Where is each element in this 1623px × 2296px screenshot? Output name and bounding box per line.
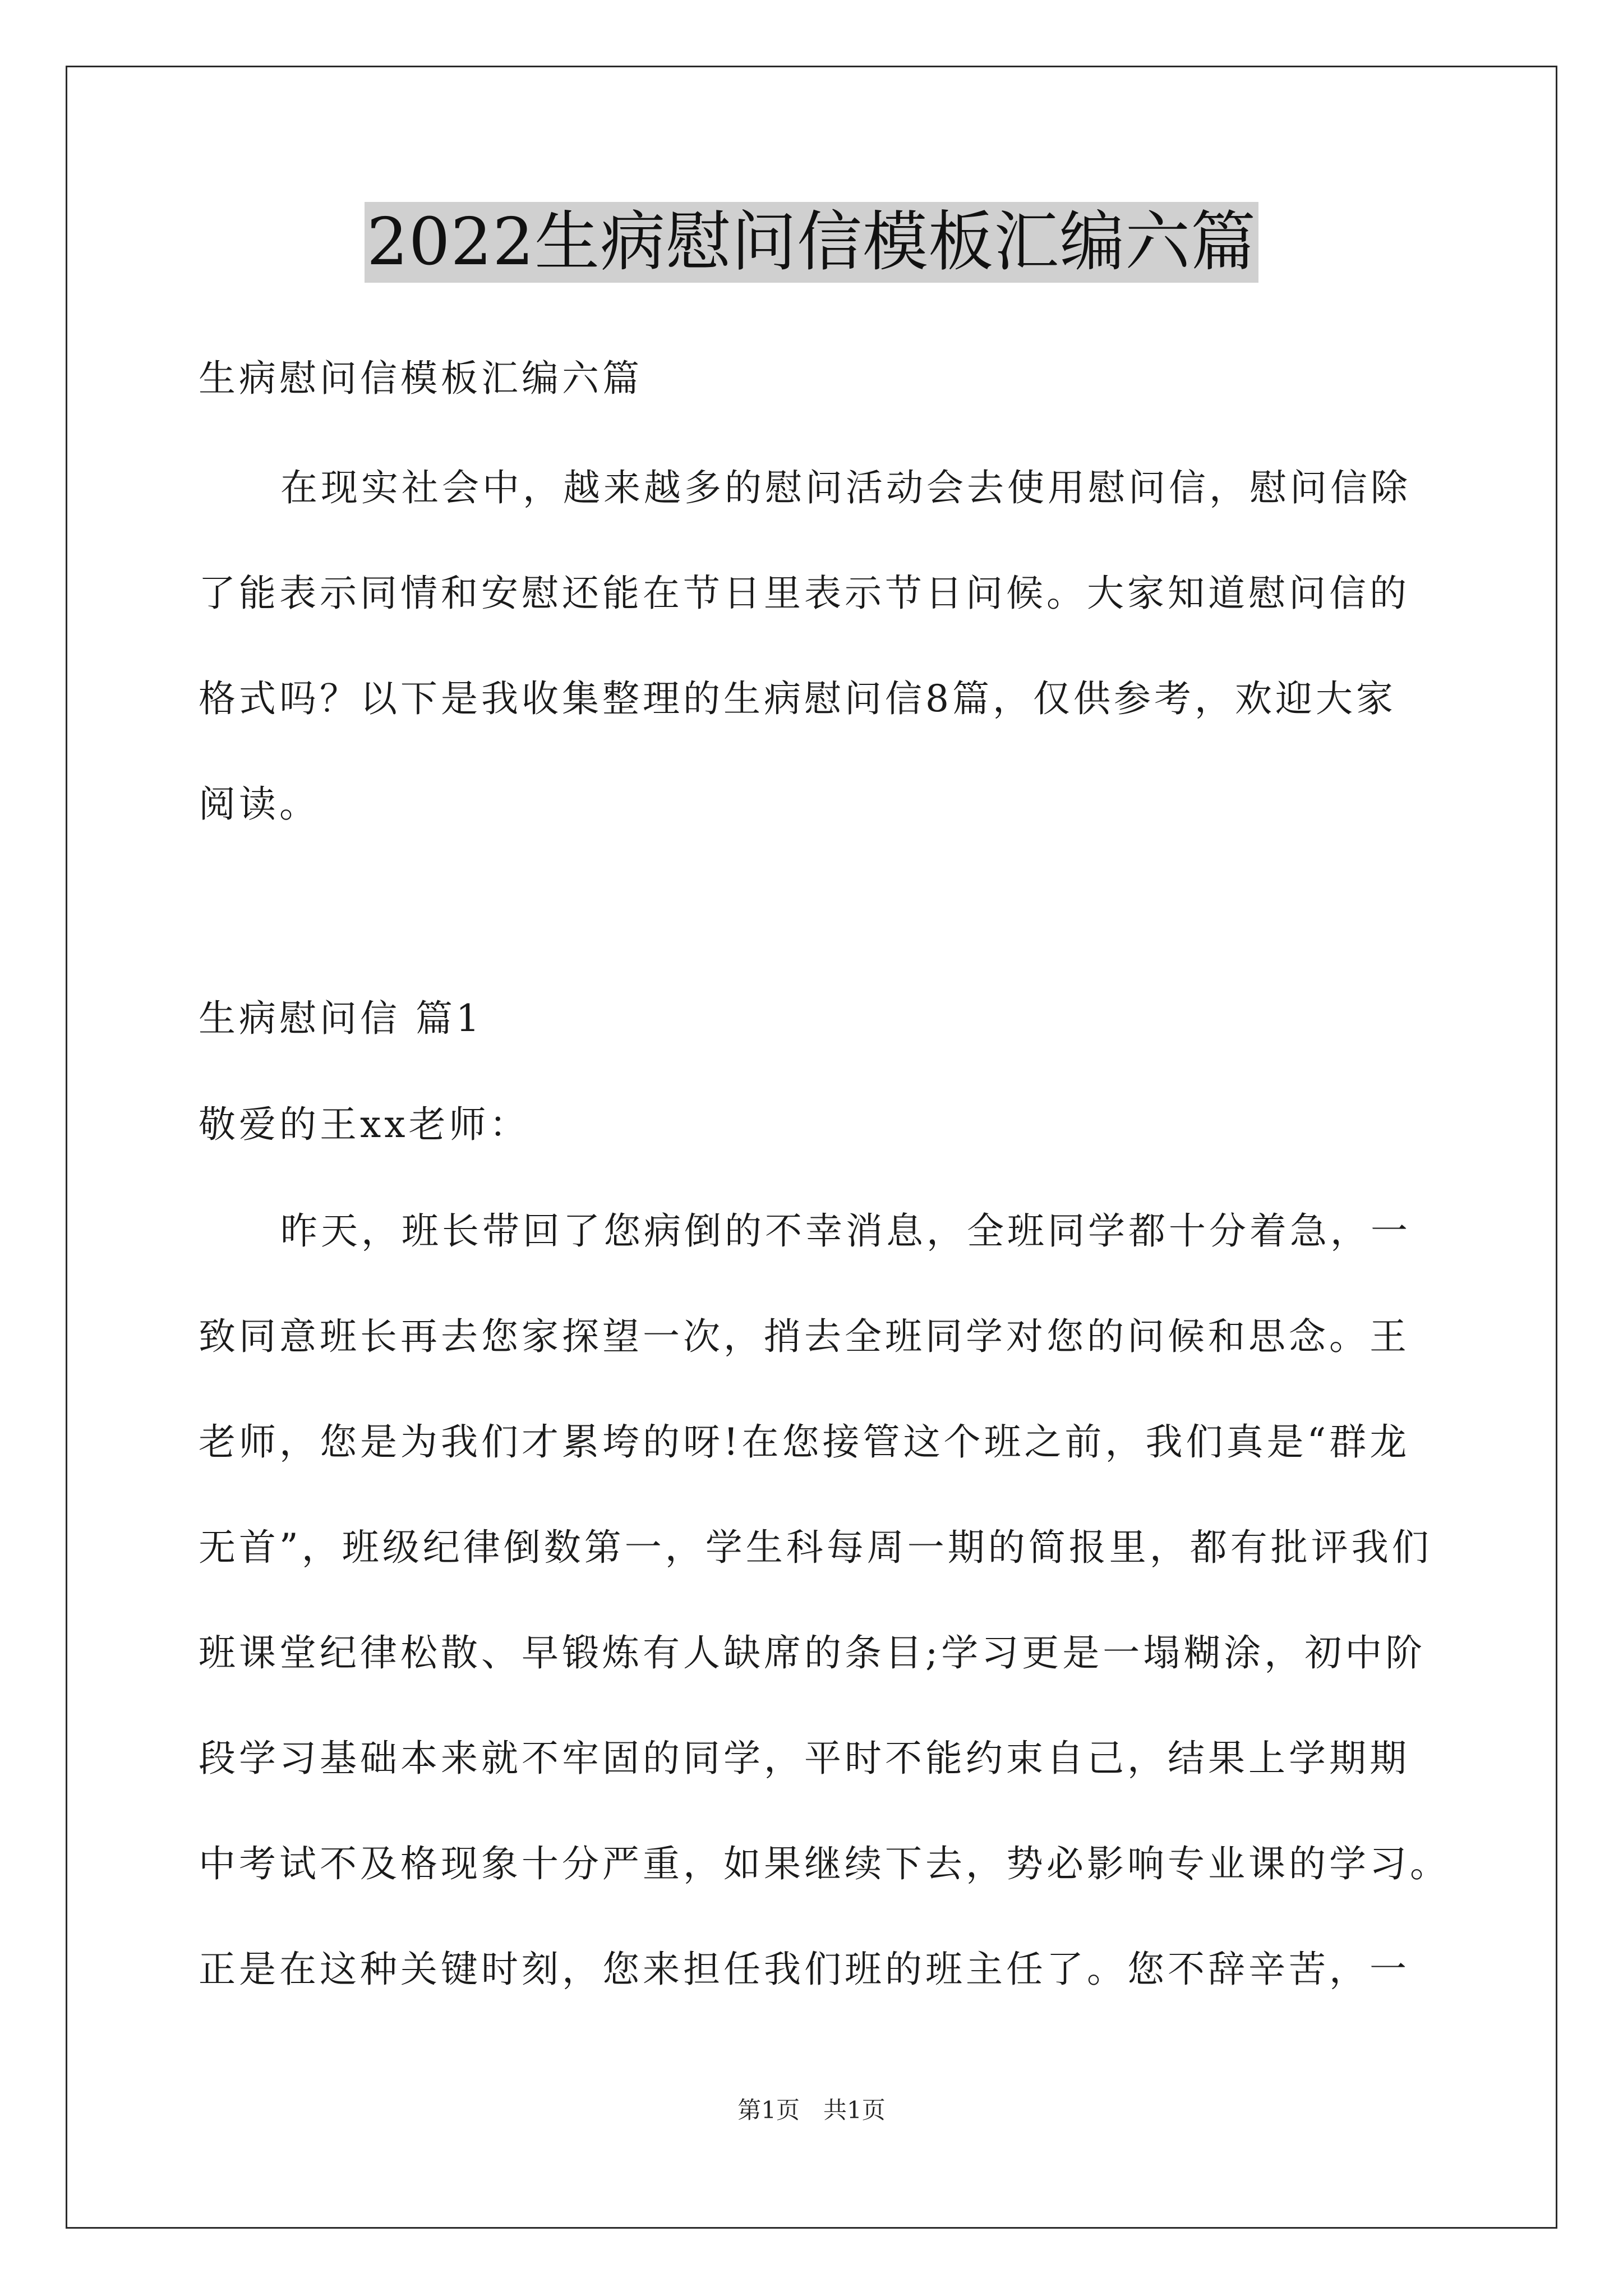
salutation: 敬爱的王xx老师： [199, 1103, 530, 1146]
paragraph-line: 无首”，班级纪律倒数第一，学生科每周一期的简报里，都有批评我们 [199, 1526, 1432, 1569]
title-container [0, 202, 1623, 283]
intro-heading: 生病慰问信模板汇编六篇 [199, 357, 643, 400]
paragraph-line: 格式吗？以下是我收集整理的生病慰问信8篇，仅供参考，欢迎大家 [199, 677, 1396, 720]
paragraph-line: 了能表示同情和安慰还能在节日里表示节日问候。大家知道慰问信的 [199, 572, 1410, 615]
paragraph-line: 中考试不及格现象十分严重，如果继续下去，势必影响专业课的学习。 [199, 1842, 1450, 1885]
section-heading: 生病慰问信 篇1 [199, 997, 483, 1040]
paragraph-line: 正是在这种关键时刻，您来担任我们班的班主任了。您不辞辛苦，一 [199, 1948, 1410, 1991]
paragraph-line: 在现实社会中，越来越多的慰问活动会去使用慰问信，慰问信除 [280, 466, 1411, 509]
paragraph-line: 班课堂纪律松散、早锻炼有人缺席的条目;学习更是一塌糊涂，初中阶 [199, 1631, 1426, 1674]
document-title: 2022生病慰问信模板汇编六篇 [365, 202, 1258, 283]
paragraph-line: 昨天，班长带回了您病倒的不幸消息，全班同学都十分着急，一 [280, 1209, 1411, 1253]
page-footer: 第1页 共1页 [737, 2096, 886, 2124]
paragraph-line: 段学习基础本来就不牢固的同学，平时不能约束自己，结果上学期期 [199, 1737, 1410, 1780]
paragraph-line: 阅读。 [199, 783, 320, 826]
paragraph-line: 致同意班长再去您家探望一次，捎去全班同学对您的问候和思念。王 [199, 1315, 1410, 1358]
paragraph-line: 老师，您是为我们才累垮的呀!在您接管这个班之前，我们真是“群龙 [199, 1420, 1410, 1464]
